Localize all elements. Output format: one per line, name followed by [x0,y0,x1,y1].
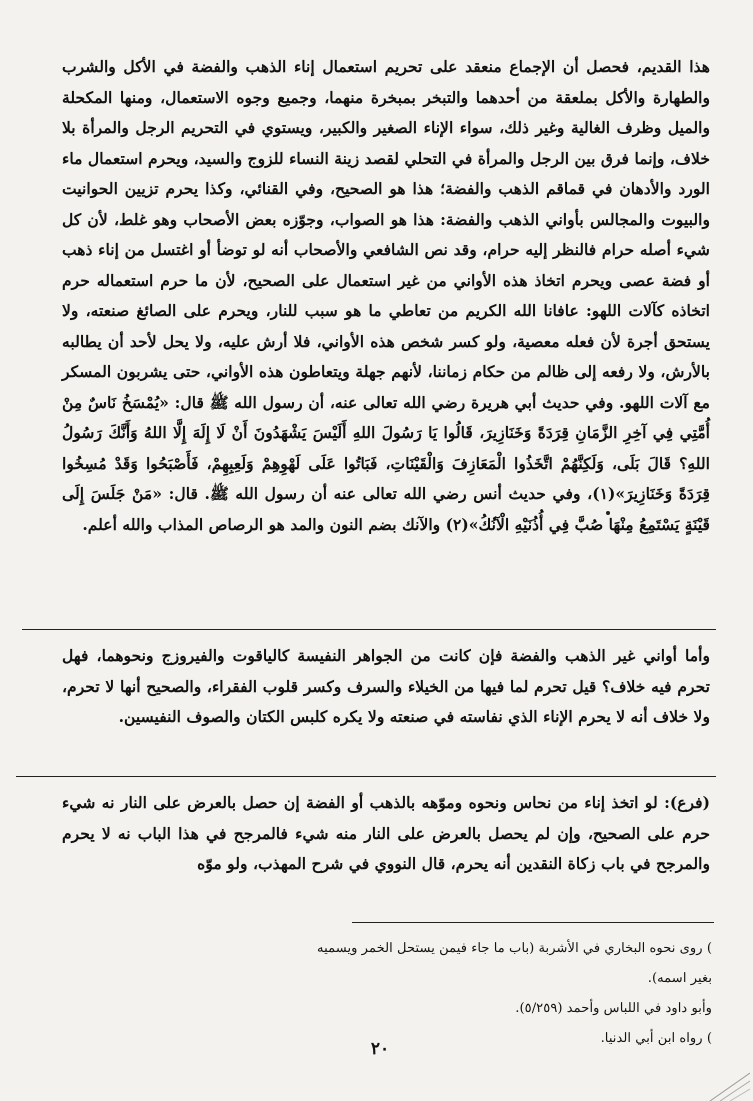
scan-edge-marks [700,1065,750,1101]
footnote-separator [352,922,714,923]
main-paragraph-1 [62,52,710,540]
margin-dot-mark [606,511,610,515]
footnotes [300,934,712,1054]
paragraph-2-text: وأما أواني غير الذهب والفضة فإن كانت من الجواهر النفيسة كالياقوت والفيروزج ونحوهما، فهل تحرم فيه خلاف؟ قيل تحرم لما فيها من الخيلاء والسرف وكسر قلوب الفقراء، والصحيح أنها لا تحرم، ولا خلاف أنه لا يحرم الإناء الذي نفاسته في صنعته ولا يكره كلبس الكتان والصوف النفيسين. [62,646,710,726]
page-number: ٢٠ [370,1039,390,1059]
paragraph-3-text: (فرع): لو اتخذ إناء من نحاس ونحوه وموّهه بالذهب أو الفضة إن حصل بالعرض على النار نه شيء حرم على الصحيح، وإن لم يحصل بالعرض على النار منه شيء فالمرجح في هذا الباب نه لا يحرم والمرجح في باب زكاة النقدين أنه يحرم، قال النووي في شرح المهذب، ولو موّه [62,793,710,873]
footnote-2: ) رواه ابن أبي الدنيا. [600,1031,712,1046]
main-paragraph-2 [62,641,710,733]
footnote-1: ) روى نحوه البخاري في الأشربة (باب ما جاء فيمن يستحل الخمر ويسميه بغير اسمه). [317,941,712,986]
section-divider-bottom [16,776,716,777]
main-paragraph-3 [62,788,710,880]
footnote-1-continued: وأبو داود في اللباس وأحمد (٥/٢٥٩). [515,1001,712,1016]
section-divider-top [22,629,716,630]
paragraph-1-text: هذا القديم، فحصل أن الإجماع منعقد على تحريم استعمال إناء الذهب والفضة في الأكل والشرب والطهارة والأكل بملعقة من أحدهما والتبخر بمبخرة منهما، وجميع وجوه الاستعمال، ومنها المكحلة والميل وظرف الغالية وغير ذلك، سواء الإناء الصغير والكبير، ويستوي في التحريم الرجل والمرأة بلا خلاف، وإنما فرق بين الرجل والمرأة في التحلي لقصد زينة النساء للزوج والسيد، ويحرم استعمال ماء الورد والأدهان في قماقم الذهب والفضة؛ هذا هو الصحيح، وفي القنائي، وكذا يحرم تزيين الحوانيت والبيوت والمجالس بأواني الذهب والفضة: هذا هو الصواب، وجوّزه بعض الأصحاب وهو غلط، لأن كل شيء أصله حرام فالنظر إليه حرام، وقد نص الشافعي والأصحاب أنه لو توضأ أو اغتسل من إناء ذهب أو فضة عصى ويحرم اتخاذ هذه الأواني من غير استعمال على الصحيح، لأن ما حرم استعماله حرم اتخاذه كآلات اللهو: عافانا الله الكريم من تعاطي ما هو سبب للنار، ويحرم على الصائغ صنعته، ولا يستحق أجرة لأن فعله معصية، ولو كسر شخص هذه الأواني، فلا أرش عليه، ولا يحل لأحد أن يطالبه بالأرش، ولا رفعه إلى ظالم من حكام زماننا، لأنهم جهلة ويتعاطون هذه الأواني، حتى يشربون المسكر مع آلات اللهو. وفي حديث أبي هريرة رضي الله تعالى عنه، أن رسول الله ﷺ قال: «يُمْسَخُ نَاسٌ مِنْ أُمَّتِي فِي آخِرِ الزَّمَانِ قِرَدَةً وَخَنَازِيرَ، قَالُوا يَا رَسُولَ اللهِ أَلَيْسَ يَشْهَدُونَ أَنْ لَا إِلَهَ إِلَّا اللهُ وَأَنَّكَ رَسُولُ اللهِ؟ قَالَ بَلَى، وَلَكِنَّهُمْ اتَّخَذُوا الْمَعَازِفَ وَالْقَيْنَاتِ، فَبَاتُوا عَلَى لَهْوِهِمْ وَلَعِبِهِمْ، فَأَصْبَحُوا وَقَدْ مُسِخُوا قِرَدَةً وَخَنَازِيرَ»(١)، وفي حديث أنس رضي الله تعالى عنه أن رسول الله ﷺ. قال: «مَنْ جَلَسَ إِلَى قَيْنَةٍ يَسْتَمِعُ مِنْهَا صُبَّ فِي أُذُنَيْهِ الْآنُكُ»(٢) والآنك بضم النون والمد هو الرصاص المذاب والله أعلم. [62,57,710,534]
